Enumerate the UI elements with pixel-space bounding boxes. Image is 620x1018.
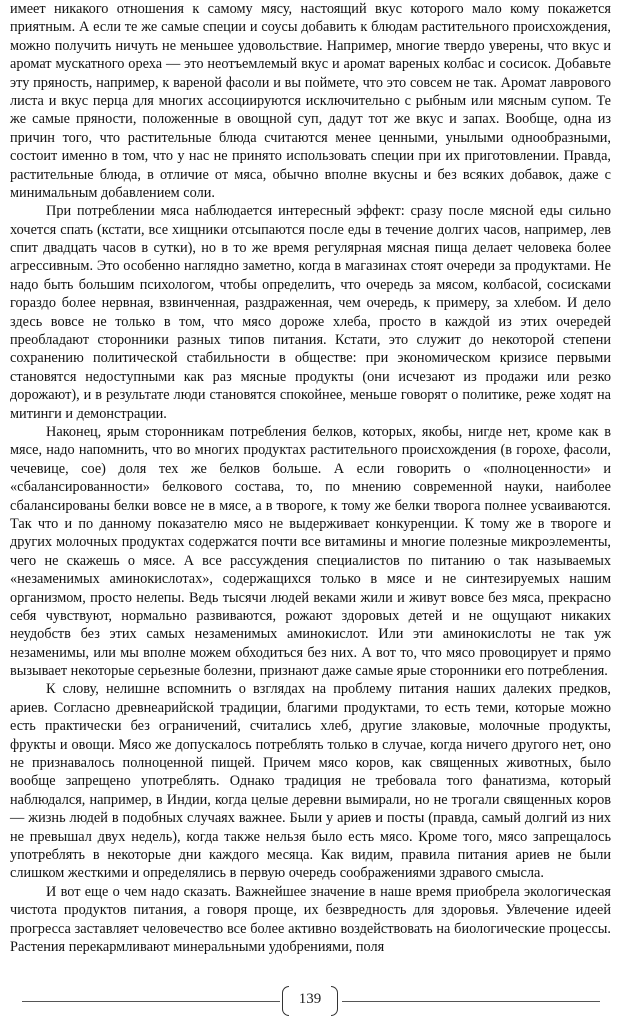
page-number: 139 — [298, 991, 322, 1007]
page-footer — [0, 986, 620, 1016]
footer-rule-right — [342, 1001, 600, 1002]
paragraph-ecology: И вот еще о чем надо сказать. Важнейшее значение в наше время приобрела экологическая чистота продуктов питания, а говоря проще, их безвредность для здоровья. Увлечение идеей прогресса заставляет человечество все более активно воздействовать на биологические процессы. Растения перекармливают минеральными удобрениями, поля — [10, 883, 611, 955]
paragraph-aryans: К слову, нелишне вспомнить о взглядах на проблему питания наших далеких предков, ариев. Согласно древнеарийской традиции, благими продуктами, то есть теми, которые можно есть практически без ограничений, считались хлеб, другие злаковые, молочные продукты, фрукты и овощи. Мясо же допускалось потреблять только в случае, когда ничего другого нет, оно не признавалось полноценной пищей. Причем мясо коров, как священных животных, было вообще запрещено употреблять. Однако традиция не требовала того фанатизма, который наблюдался, например, в Индии, когда целые деревни вымирали, но не трогали священных коров — жизнь людей в подобных случаях важнее. Были у ариев и посты (правда, самый долгий из них не превышал двух недель), когда также нельзя было есть мясо. Кроме того, мясо запрещалось употреблять в некоторые дни каждого месяца. Как видим, правила питания ариев не были слишком жесткими и определялись в первую очередь соображениями здравого смысла. — [10, 681, 611, 882]
page-body — [10, 0, 611, 956]
paragraph-meat-effect: При потреблении мяса наблюдается интересный эффект: сразу после мясной еды сильно хочется спать (кстати, все хищники отсыпаются после еды в течение долгих часов, например, лев спит двадцать часов в сутки), но в то же время регулярная мясная пища делает человека более агрессивным. Это особенно наглядно заметно, когда в магазинах стоят очереди за продуктами. Не надо быть большим психологом, чтобы определить, что очередь за мясом, колбасой, сосисками гораздо более нервная, взвинченная, раздраженная, чем очередь, к примеру, за хлебом. И дело здесь вовсе не только в том, что мясо дороже хлеба, просто в каждой из этих очередей преобладают сторонники разных типов питания. Кстати, это служит до некоторой степени сохранению политической стабильности в обществе: при экономическом кризисе первыми становятся недоступными как раз мясные продукты (они исчезают из продажи или резко дорожают), и в результате люди становятся спокойнее, меньше говорят о политике, реже ходят на митинги и демонстрации. — [10, 203, 611, 422]
bracket-right — [331, 986, 338, 1016]
bracket-left — [282, 986, 289, 1016]
footer-rule-left — [22, 1001, 280, 1002]
paragraph-proteins: Наконец, ярым сторонникам потребления белков, которых, якобы, нигде нет, кроме как в мясе, надо напомнить, что во многих продуктах растительного происхождения (в горохе, фасоли, чечевице, сое) доля тех же белков больше. А если говорить о «полноценности» и «сбалансированности» белкового состава, то, по мнению современной науки, наиболее сбалансированы белки вовсе не в мясе, а в твороге, к тому же белки творога полнее усваиваются. Так что и по данному показателю мясо не выдерживает конкуренции. К тому же в твороге и других молочных продуктах содержатся почти все витамины и многие полезные микроэлементы, чего не скажешь о мясе. А все рассуждения специалистов по питанию о так называемых «незаменимых аминокислотах», содержащихся только в мясе и не синтезируемых нашим организмом, просто нелепы. Ведь тысячи людей веками жили и живут вовсе без мяса, прекрасно себя чувствуют, нормально развиваются, рожают здоровых детей и не ощущают никаких неудобств без этих самых незаменимых аминокислот. Или эти аминокислоты не так уж незаменимы, или мы вполне можем обходиться без них. А вот то, что мясо провоцирует и прямо вызывает некоторые серьезные болезни, признают даже самые ярые сторонники его потребления. — [10, 423, 611, 680]
paragraph-continuation: имеет никакого отношения к самому мясу, настоящий вкус которого мало кому покажется приятным. А если те же самые специи и соусы добавить к блюдам растительного происхождения, можно получить ничуть не меньшее удовольствие. Например, многие твердо уверены, что вкус и аромат мускатного ореха — это неотъемлемый вкус и аромат вареных колбас и сосисок. Добавьте эту пряность, например, к вареной фасоли и вы поймете, что это совсем не так. Аромат лаврового листа и вкус перца для многих ассоциируются исключительно с рыбным или мясным супом. Те же самые пряности, положенные в овощной суп, дадут тот же вкус и запах. Вообще, одна из причин того, что растительные блюда считаются менее ценными, унылыми однообразными, состоит именно в том, что у нас не принято использовать специи при их приготовлении. Правда, растительные блюда, в отличие от мяса, обычно вполне вкусны и без всяких добавок, даже с минимальным добавлением соли. — [10, 1, 611, 201]
